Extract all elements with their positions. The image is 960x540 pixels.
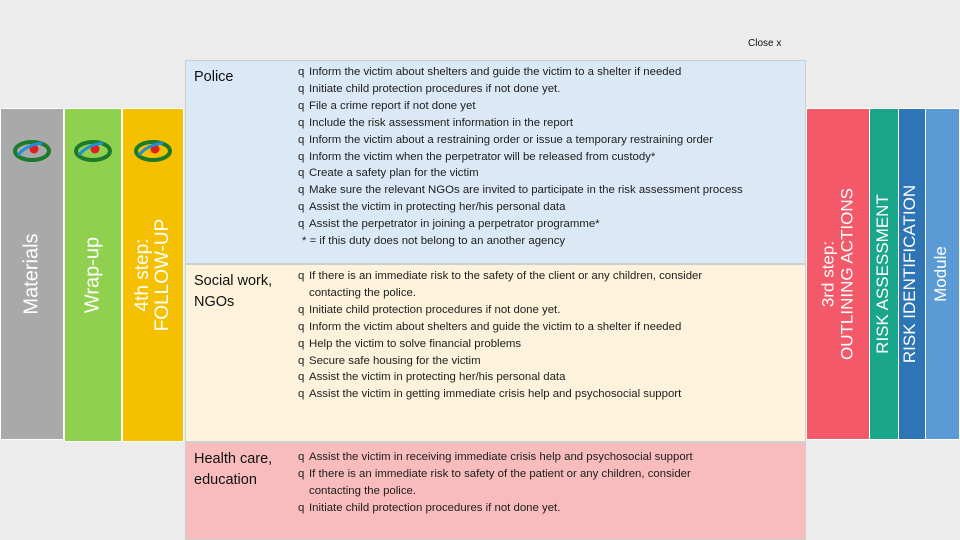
bullet-icon: q	[298, 354, 305, 367]
bullet-icon: q	[298, 270, 305, 282]
footnote: * = if this duty does not belong to an another agency	[302, 235, 566, 248]
bullet-icon: q	[298, 201, 305, 214]
close-button[interactable]: Close x	[748, 38, 782, 49]
list-item: q If there is an immediate risk to safety of the patient or any children, consider contacting the police.	[298, 467, 691, 497]
list-item: q Assist the victim in protecting her/his personal data	[298, 199, 743, 216]
list-item: q Help the victim to solve financial problems	[298, 336, 702, 353]
duties-list	[298, 449, 693, 517]
list-item: q Initiate child protection procedures if not done yet.	[298, 500, 693, 517]
role-label: Health care, education	[194, 451, 273, 489]
list-item: q Inform the victim about shelters and guide the victim to a shelter if needed	[298, 64, 743, 81]
logo-icon	[133, 139, 173, 163]
list-item: q Make sure the relevant NGOs are invited to participate in the risk assessment process	[298, 182, 743, 199]
tab-outlining-actions[interactable]	[806, 108, 870, 440]
row-health-care	[185, 442, 806, 540]
list-item: q Initiate child protection procedures if not done yet.	[298, 302, 702, 319]
list-item: q Assist the victim in receiving immediate crisis help and psychosocial support	[298, 449, 693, 466]
list-item: q Assist the victim in protecting her/his personal data	[298, 369, 702, 386]
list-item: q Inform the victim about a restraining order or issue a temporary restraining order	[298, 132, 743, 149]
tab-risk-identification-label: RISK IDENTIFICATION	[900, 184, 919, 364]
list-item: q Initiate child protection procedures if not done yet.	[298, 81, 743, 98]
row-police	[185, 60, 806, 264]
list-item: q Include the risk assessment information in the report	[298, 115, 743, 132]
bullet-icon: q	[298, 501, 305, 514]
list-item: q Assist the victim in getting immediate crisis help and psychosocial support	[298, 386, 702, 403]
bullet-icon: q	[298, 337, 305, 350]
bullet-icon: q	[298, 388, 305, 401]
bullet-icon: q	[298, 133, 305, 146]
list-item: q Inform the victim when the perpetrator will be released from custody*	[298, 149, 743, 166]
bullet-icon: q	[298, 467, 305, 480]
tab-risk-assessment-label: RISK ASSESSMENT	[873, 194, 892, 354]
tab-materials-label: Materials	[20, 233, 43, 315]
row-social-work	[185, 264, 806, 442]
role-label: Police	[194, 69, 234, 85]
tab-wrap-up-label: Wrap-up	[81, 236, 104, 314]
bullet-icon: q	[298, 82, 305, 95]
bullet-icon: q	[298, 371, 305, 384]
tab-wrap-up[interactable]	[64, 108, 122, 442]
bullet-icon: q	[298, 167, 305, 180]
bullet-icon: q	[298, 99, 305, 112]
bullet-icon: q	[298, 184, 305, 197]
tab-materials[interactable]	[0, 108, 64, 440]
list-item: q Inform the victim about shelters and guide the victim to a shelter if needed	[298, 319, 702, 336]
bullet-icon: q	[298, 303, 305, 316]
duties-list	[298, 268, 702, 403]
bullet-icon: q	[298, 116, 305, 129]
tab-risk-assessment[interactable]	[867, 108, 899, 440]
list-item: q If there is an immediate risk to the safety of the client or any children, consider contacting the police.	[298, 270, 703, 299]
list-item: q File a crime report if not done yet	[298, 98, 743, 115]
logo-icon	[12, 139, 52, 163]
bullet-icon: q	[298, 218, 305, 231]
bullet-icon: q	[298, 451, 305, 463]
bullet-icon: q	[298, 150, 305, 163]
list-item: q Assist the perpetrator in joining a perpetrator programme*	[298, 216, 743, 233]
bullet-icon: q	[298, 66, 305, 78]
logo-icon	[73, 139, 113, 163]
tab-outlining-actions-label: 3rd step: OUTLINING ACTIONS	[818, 188, 856, 360]
bullet-icon: q	[298, 320, 305, 333]
tab-follow-up[interactable]	[122, 108, 184, 442]
role-label: Social work, NGOs	[194, 273, 273, 311]
duties-list	[298, 64, 743, 250]
tab-module-label: Module	[931, 246, 951, 302]
list-item: q Secure safe housing for the victim	[298, 353, 702, 370]
tab-follow-up-label: 4th step: FOLLOW-UP	[132, 218, 173, 332]
list-item: q Create a safety plan for the victim	[298, 165, 743, 182]
